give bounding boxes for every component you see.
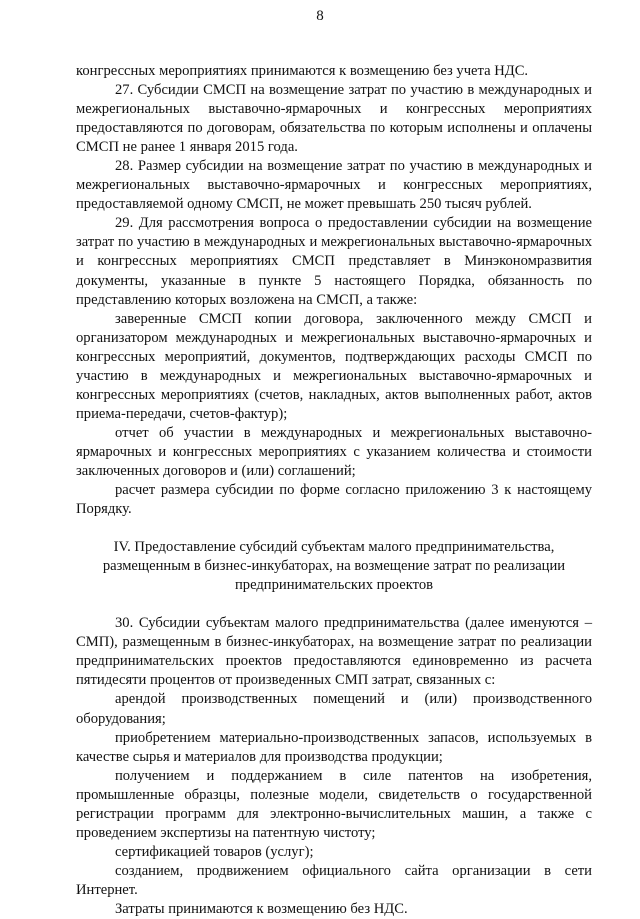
section-heading-line: предпринимательских проектов bbox=[234, 577, 434, 594]
document-body bbox=[76, 62, 592, 919]
list-item-website: созданием, продвижением официального сайта организации в сети Интернет. bbox=[76, 862, 592, 898]
list-item-contract-copies: заверенные СМСП копии договора, заключенного между СМСП и организатором международных и межрегиональных выставочно-ярмарочных и конгрессных мероприятий, документов, подтверждающих расходы СМСП по участию в международных и межрегиональных выставочно-ярмарочных и конгрессных мероприятиях (счетов, накладных, актов выполненных работ, актов приема-передачи, счетов-фактур); bbox=[76, 310, 592, 422]
list-item-participation-report: отчет об участии в международных и межрегиональных выставочно-ярмарочных и конгрессных мероприятиях с указанием количества и стоимости заключенных договоров и (или) соглашений; bbox=[76, 424, 592, 479]
paragraph-28: 28. Размер субсидии на возмещение затрат по участию в международных и межрегиональных выставочно-ярмарочных и конгрессных мероприятиях, предоставляемой одному СМСП, не может превышать 250 тысяч рублей. bbox=[76, 158, 592, 213]
section-heading bbox=[76, 538, 592, 595]
section-heading-line: размещенным в бизнес-инкубаторах, на возмещение затрат по реализации bbox=[102, 558, 566, 575]
paragraph-27: 27. Субсидии СМСП на возмещение затрат по участию в международных и межрегиональных выставочно-ярмарочных и конгрессных мероприятиях предоставляются по договорам, обязательства по которым исполнены и оплачены СМСП не ранее 1 января 2015 года. bbox=[76, 82, 592, 156]
list-item-rent: арендой производственных помещений и (или) производственного оборудования; bbox=[76, 691, 592, 727]
list-item-materials: приобретением материально-производственных запасов, используемых в качестве сырья и материалов для производства продукции; bbox=[76, 729, 592, 765]
page-number: 8 bbox=[316, 8, 324, 24]
paragraph-29: 29. Для рассмотрения вопроса о предоставлении субсидии на возмещение затрат по участию в международных и межрегиональных выставочно-ярмарочных и конгрессных мероприятиях СМСП представляет в Минэкономразвития документы, указанные в пункте 5 настоящего Порядка, обязанность по представлению которых возложена на СМСП, а также: bbox=[76, 215, 592, 308]
list-item-subsidy-calculation: расчет размера субсидии по форме согласно приложению 3 к настоящему Порядку. bbox=[76, 482, 592, 518]
paragraph-30: 30. Субсидии субъектам малого предпринимательства (далее именуются – СМП), размещенным в бизнес-инкубаторах, на возмещение затрат по реализации предпринимательских проектов предоставляются единовременно из расчета пятидесяти процентов от произведенных СМП затрат, связанных с: bbox=[76, 615, 592, 689]
list-item-certification: сертификацией товаров (услуг); bbox=[115, 843, 314, 860]
list-item-patents: получением и поддержанием в силе патентов на изобретения, промышленные образцы, полезные модели, свидетельств о государственной регистрации программ для электронно-вычислительных машин, а также с проведением экспертизы на патентную чистоту; bbox=[76, 767, 592, 841]
paragraph-continuation: конгрессных мероприятиях принимаются к возмещению без учета НДС. bbox=[76, 63, 529, 79]
paragraph-vat-note: Затраты принимаются к возмещению без НДС. bbox=[115, 900, 408, 917]
section-heading-line: IV. Предоставление субсидий субъектам малого предпринимательства, bbox=[113, 539, 555, 556]
